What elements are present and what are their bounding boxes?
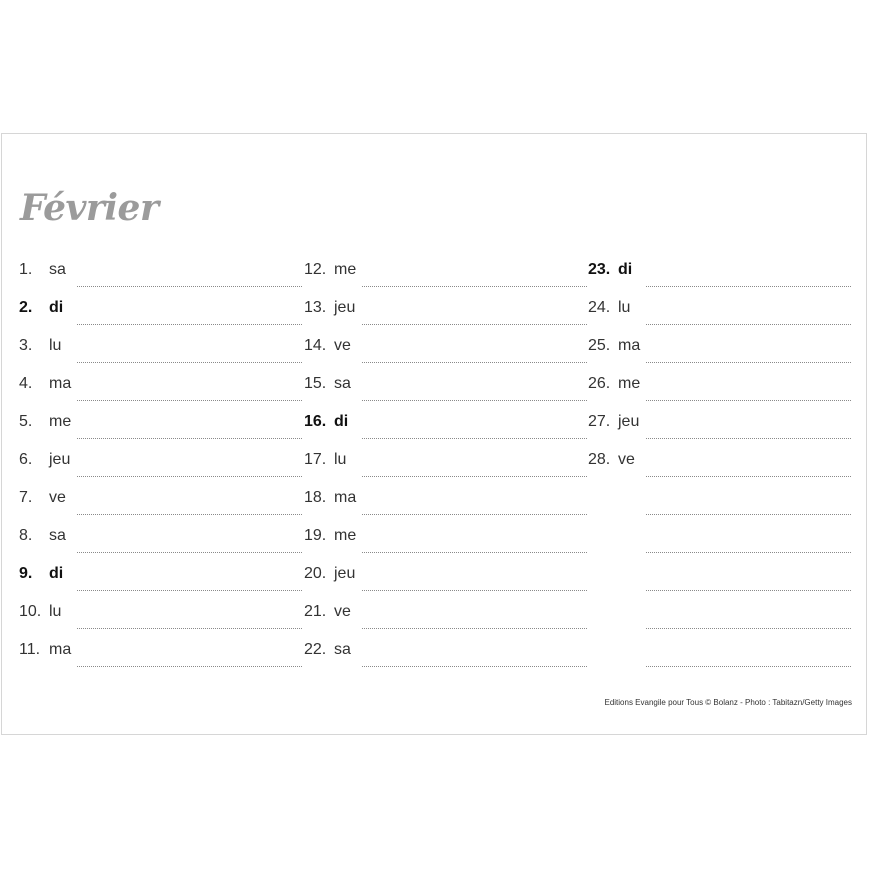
day-name: di — [49, 299, 64, 316]
day-number: 16. — [304, 413, 327, 430]
day-row — [304, 262, 587, 300]
day-name: ma — [49, 641, 72, 658]
day-number: 25. — [588, 337, 611, 354]
day-name: ma — [49, 375, 72, 392]
day-number: 4. — [19, 375, 33, 392]
day-row — [19, 566, 302, 604]
writing-line[interactable] — [646, 666, 851, 667]
writing-line[interactable] — [646, 400, 851, 401]
writing-line[interactable] — [362, 590, 587, 591]
day-row — [19, 338, 302, 376]
day-row — [19, 528, 302, 566]
writing-line[interactable] — [646, 590, 851, 591]
day-number: 9. — [19, 565, 33, 582]
day-number: 11. — [19, 641, 41, 658]
day-row — [588, 262, 851, 300]
day-row — [304, 300, 587, 338]
day-number: 2. — [19, 299, 33, 316]
day-row — [588, 376, 851, 414]
day-row — [19, 414, 302, 452]
calendar-sheet — [1, 133, 867, 735]
day-name: jeu — [49, 451, 71, 468]
day-row — [304, 566, 587, 604]
empty-day-row — [588, 528, 851, 566]
writing-line[interactable] — [77, 324, 302, 325]
writing-line[interactable] — [646, 438, 851, 439]
writing-line[interactable] — [362, 400, 587, 401]
writing-line[interactable] — [77, 476, 302, 477]
day-row — [19, 452, 302, 490]
day-row — [588, 452, 851, 490]
day-name: jeu — [334, 565, 356, 582]
writing-line[interactable] — [362, 362, 587, 363]
writing-line[interactable] — [362, 324, 587, 325]
day-name: lu — [334, 451, 347, 468]
writing-line[interactable] — [362, 552, 587, 553]
day-name: jeu — [618, 413, 640, 430]
day-number: 10. — [19, 603, 42, 620]
writing-line[interactable] — [362, 286, 587, 287]
day-number: 1. — [19, 261, 33, 278]
writing-line[interactable] — [646, 286, 851, 287]
writing-line[interactable] — [77, 590, 302, 591]
day-number: 12. — [304, 261, 327, 278]
day-name: me — [618, 375, 641, 392]
writing-line[interactable] — [646, 324, 851, 325]
day-number: 27. — [588, 413, 611, 430]
day-row — [304, 338, 587, 376]
day-name: sa — [334, 641, 351, 658]
day-number: 7. — [19, 489, 33, 506]
day-name: lu — [49, 337, 62, 354]
day-name: di — [334, 413, 349, 430]
footer-credit: Editions Evangile pour Tous © Bolanz - Photo : Tabitazn/Getty Images — [604, 698, 852, 707]
day-name: ve — [618, 451, 635, 468]
day-row — [19, 300, 302, 338]
day-number: 19. — [304, 527, 327, 544]
writing-line[interactable] — [646, 476, 851, 477]
writing-line[interactable] — [646, 514, 851, 515]
writing-line[interactable] — [77, 514, 302, 515]
day-name: di — [49, 565, 64, 582]
empty-day-row — [588, 566, 851, 604]
empty-day-row — [588, 604, 851, 642]
writing-line[interactable] — [77, 552, 302, 553]
day-row — [19, 376, 302, 414]
month-title: Février — [20, 187, 159, 229]
writing-line[interactable] — [77, 666, 302, 667]
writing-line[interactable] — [646, 552, 851, 553]
day-number: 14. — [304, 337, 327, 354]
day-name: sa — [49, 527, 66, 544]
day-name: ve — [334, 603, 351, 620]
writing-line[interactable] — [362, 438, 587, 439]
writing-line[interactable] — [362, 628, 587, 629]
day-name: me — [334, 527, 357, 544]
day-row — [304, 376, 587, 414]
day-number: 24. — [588, 299, 611, 316]
day-name: ve — [49, 489, 66, 506]
writing-line[interactable] — [646, 628, 851, 629]
writing-line[interactable] — [77, 362, 302, 363]
day-name: ve — [334, 337, 351, 354]
day-row — [304, 414, 587, 452]
day-number: 6. — [19, 451, 33, 468]
day-number: 8. — [19, 527, 33, 544]
day-number: 17. — [304, 451, 327, 468]
day-row — [304, 604, 587, 642]
day-name: ma — [618, 337, 641, 354]
writing-line[interactable] — [77, 438, 302, 439]
day-number: 21. — [304, 603, 327, 620]
writing-line[interactable] — [77, 400, 302, 401]
empty-day-row — [588, 490, 851, 528]
day-row — [19, 490, 302, 528]
day-name: lu — [49, 603, 62, 620]
writing-line[interactable] — [362, 514, 587, 515]
day-row — [19, 642, 302, 680]
day-name: ma — [334, 489, 357, 506]
day-number: 15. — [304, 375, 327, 392]
day-number: 18. — [304, 489, 327, 506]
day-name: me — [49, 413, 72, 430]
day-name: jeu — [334, 299, 356, 316]
day-name: sa — [49, 261, 66, 278]
day-number: 13. — [304, 299, 327, 316]
writing-line[interactable] — [362, 666, 587, 667]
day-row — [19, 604, 302, 642]
day-row — [588, 338, 851, 376]
writing-line[interactable] — [362, 476, 587, 477]
day-number: 20. — [304, 565, 327, 582]
day-row — [19, 262, 302, 300]
day-row — [588, 300, 851, 338]
day-row — [304, 528, 587, 566]
writing-line[interactable] — [77, 628, 302, 629]
day-number: 3. — [19, 337, 33, 354]
day-name: me — [334, 261, 357, 278]
day-row — [588, 414, 851, 452]
empty-day-row — [588, 642, 851, 680]
day-number: 28. — [588, 451, 611, 468]
day-name: sa — [334, 375, 351, 392]
writing-line[interactable] — [646, 362, 851, 363]
day-row — [304, 452, 587, 490]
day-name: lu — [618, 299, 631, 316]
writing-line[interactable] — [77, 286, 302, 287]
day-number: 26. — [588, 375, 611, 392]
day-name: di — [618, 261, 633, 278]
day-number: 22. — [304, 641, 327, 658]
day-number: 23. — [588, 261, 611, 278]
day-row — [304, 642, 587, 680]
day-number: 5. — [19, 413, 33, 430]
day-row — [304, 490, 587, 528]
